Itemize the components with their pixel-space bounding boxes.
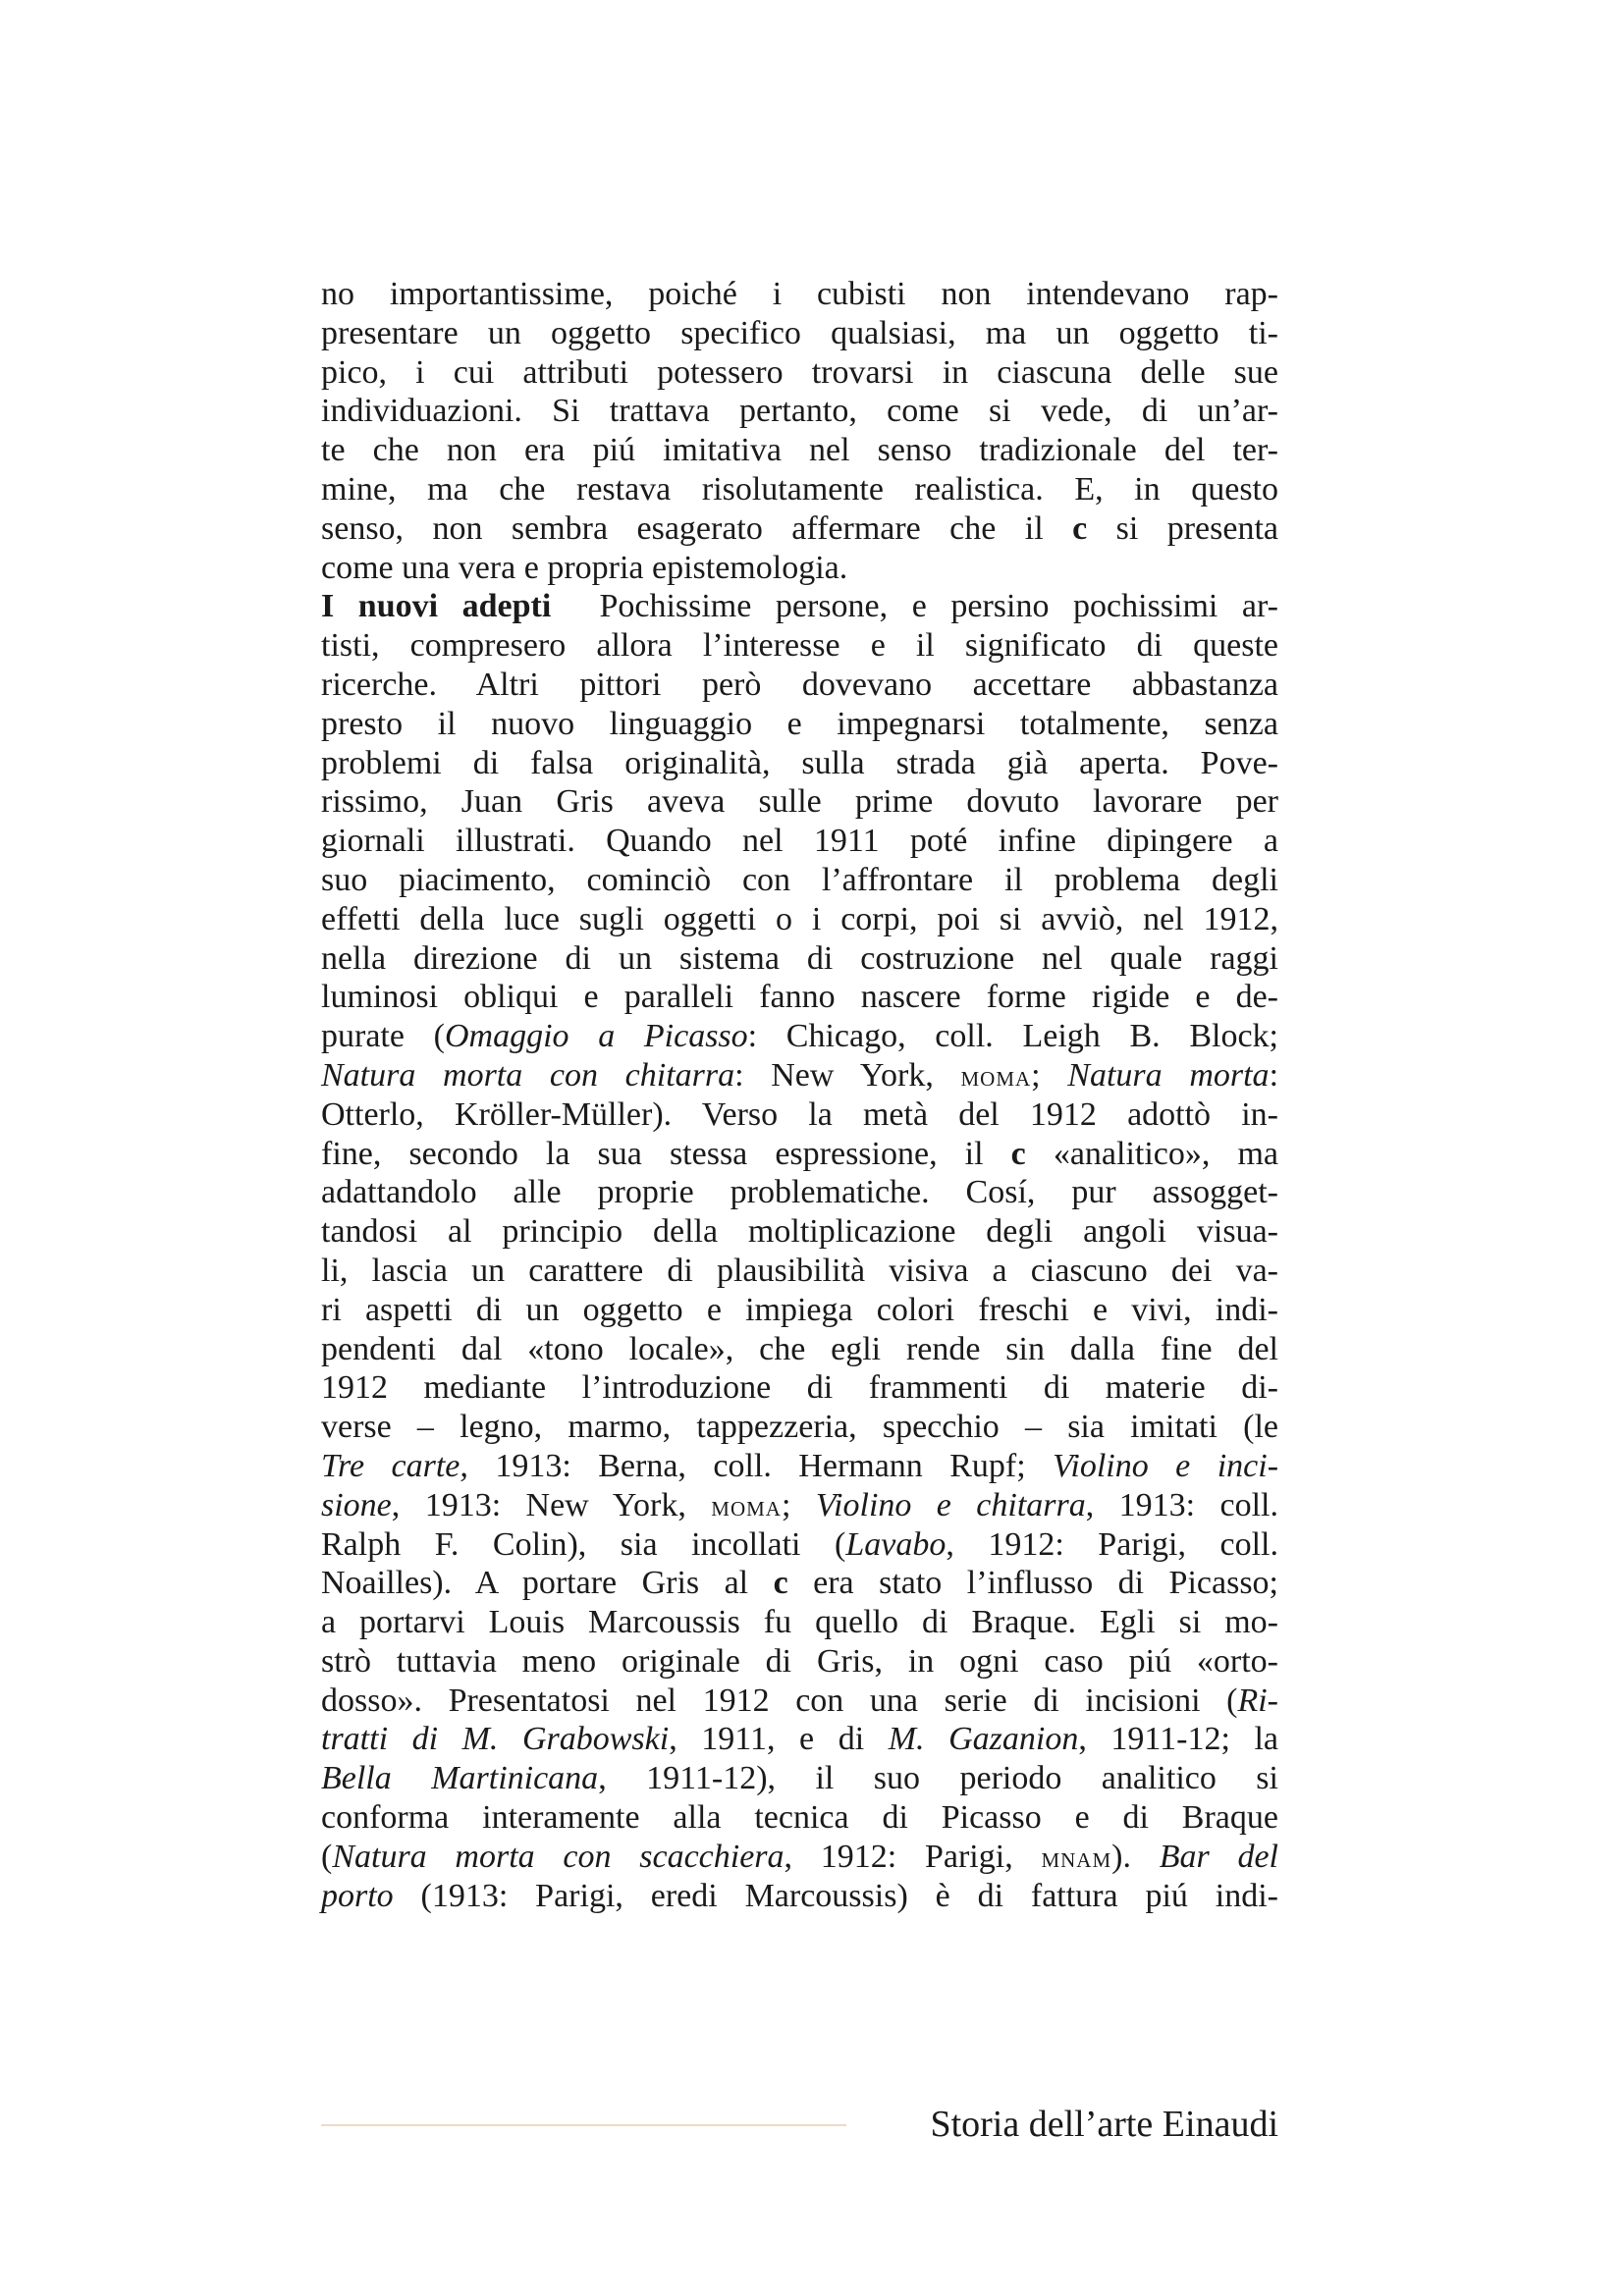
text-line bbox=[321, 1056, 1278, 1095]
text-segment: «analitico», ma bbox=[1025, 1135, 1278, 1172]
text-line bbox=[321, 1564, 1278, 1603]
text-segment: ( bbox=[321, 1838, 333, 1875]
text-segment: problemi di falsa originalità, sulla strada già aperta. Pove- bbox=[321, 744, 1278, 781]
text-segment: Bar del bbox=[1159, 1838, 1278, 1875]
text-line bbox=[321, 1095, 1278, 1135]
text-line bbox=[321, 782, 1278, 822]
text-segment: giornali illustrati. Quando nel 1911 poté infine dipingere a bbox=[321, 823, 1278, 860]
text-segment: ; bbox=[781, 1486, 816, 1523]
text-line bbox=[321, 939, 1278, 979]
text-line bbox=[321, 1447, 1278, 1486]
page-footer bbox=[321, 2101, 1278, 2150]
text-segment: pico, i cui attributi potessero trovarsi in ciascuna delle sue bbox=[321, 353, 1278, 391]
text-line bbox=[321, 1603, 1278, 1642]
text-line bbox=[321, 626, 1278, 666]
text-segment: moma bbox=[960, 1059, 1032, 1093]
text-line bbox=[321, 1017, 1278, 1056]
text-segment: luminosi obliqui e paralleli fanno nascere forme rigide e de- bbox=[321, 979, 1278, 1016]
text-segment: come una vera e propria epistemologia. bbox=[321, 549, 848, 586]
text-line bbox=[321, 1173, 1278, 1212]
text-segment: rissimo, Juan Gris aveva sulle prime dovuto lavorare per bbox=[321, 783, 1278, 821]
text-segment: Otterlo, Kröller-Müller). Verso la metà del 1912 adottò in- bbox=[321, 1095, 1278, 1133]
text-segment: purate ( bbox=[321, 1018, 445, 1055]
text-line bbox=[321, 470, 1278, 509]
text-line bbox=[321, 1486, 1278, 1525]
text-segment: presentare un oggetto specifico qualsiasi, ma un oggetto ti- bbox=[321, 314, 1278, 351]
text-line bbox=[321, 549, 1278, 588]
text-segment: Violino e inci- bbox=[1053, 1447, 1279, 1484]
text-segment: I nuovi adepti bbox=[321, 588, 552, 625]
text-segment: fine, secondo la sua stessa espressione, il bbox=[321, 1135, 1011, 1172]
text-segment: pendenti dal «tono locale», che egli rende sin dalla fine del bbox=[321, 1330, 1278, 1367]
body-text bbox=[321, 275, 1278, 1915]
text-segment: Natura morta bbox=[1067, 1056, 1270, 1094]
text-segment: nella direzione di un sistema di costruzione nel quale raggi bbox=[321, 939, 1278, 977]
text-segment: te che non era piú imitativa nel senso tradizionale del ter- bbox=[321, 432, 1278, 469]
text-segment: ricerche. Altri pittori però dovevano accettare abbastanza bbox=[321, 666, 1278, 703]
text-line bbox=[321, 431, 1278, 470]
text-segment: Natura morta con chitarra bbox=[321, 1056, 735, 1094]
text-segment: ; bbox=[1031, 1056, 1068, 1094]
text-line bbox=[321, 353, 1278, 393]
text-segment: no importantissime, poiché i cubisti non intendevano rap- bbox=[321, 276, 1278, 312]
text-line bbox=[321, 1877, 1278, 1916]
text-segment: Ri- bbox=[1237, 1682, 1278, 1719]
text-segment: suo piacimento, cominciò con l’affrontare il problema degli bbox=[321, 861, 1278, 898]
text-segment: Noailles). A portare Gris al bbox=[321, 1565, 774, 1602]
text-line bbox=[321, 1135, 1278, 1174]
text-segment: Pochissime persone, e persino pochissimi ar- bbox=[551, 588, 1278, 625]
text-segment: ri aspetti di un oggetto e impiega colori freschi e vivi, indi- bbox=[321, 1291, 1278, 1328]
text-line bbox=[321, 1759, 1278, 1798]
text-segment: Omaggio a Picasso bbox=[444, 1018, 748, 1055]
text-segment: (1913: Parigi, eredi Marcoussis) è di fattura piú indi- bbox=[393, 1877, 1278, 1914]
text-segment: , 1911-12; la bbox=[1078, 1721, 1279, 1758]
text-segment: moma bbox=[711, 1489, 782, 1522]
text-segment: mnam bbox=[1041, 1841, 1112, 1874]
text-segment: effetti della luce sugli oggetti o i corpi, poi si avviò, nel 1912, bbox=[321, 900, 1278, 937]
text-segment: , 1912: Parigi, bbox=[784, 1838, 1042, 1875]
text-line bbox=[321, 1682, 1278, 1721]
text-segment: Bella Martinicana bbox=[321, 1760, 599, 1797]
text-segment: tisti, compresero allora l’interesse e il significato di queste bbox=[321, 627, 1278, 665]
text-line bbox=[321, 1212, 1278, 1252]
text-segment: : New York, bbox=[734, 1056, 961, 1094]
text-line bbox=[321, 861, 1278, 900]
text-line bbox=[321, 822, 1278, 861]
text-segment: a portarvi Louis Marcoussis fu quello di Braque. Egli si mo- bbox=[321, 1604, 1278, 1641]
text-line bbox=[321, 705, 1278, 744]
text-segment: si presenta bbox=[1087, 509, 1278, 547]
text-segment: strò tuttavia meno originale di Gris, in ogni caso piú «orto- bbox=[321, 1642, 1278, 1680]
text-line bbox=[321, 1368, 1278, 1408]
text-segment: 1912 mediante l’introduzione di frammenti di materie di- bbox=[321, 1369, 1278, 1407]
text-segment: verse – legno, marmo, tappezzeria, specchio – sia imitati (le bbox=[321, 1409, 1278, 1446]
text-segment: ). bbox=[1111, 1838, 1160, 1875]
text-segment: Ralph F. Colin), sia incollati ( bbox=[321, 1525, 846, 1563]
text-segment: adattandolo alle proprie problematiche. Cosí, pur assogget- bbox=[321, 1174, 1278, 1211]
text-line bbox=[321, 1525, 1278, 1565]
text-line bbox=[321, 1291, 1278, 1330]
text-segment: c bbox=[1010, 1135, 1026, 1172]
text-line bbox=[321, 1720, 1278, 1759]
text-segment: c bbox=[1072, 509, 1088, 547]
text-segment: dosso». Presentatosi nel 1912 con una serie di incisioni ( bbox=[321, 1682, 1238, 1719]
text-segment: individuazioni. Si trattava pertanto, come si vede, di un’ar- bbox=[321, 393, 1278, 430]
text-segment: porto bbox=[321, 1877, 394, 1914]
text-line bbox=[321, 275, 1278, 314]
text-segment: : bbox=[1269, 1056, 1279, 1094]
text-segment: M. Gazanion bbox=[888, 1721, 1079, 1758]
text-segment: Tre carte, bbox=[321, 1447, 468, 1484]
footer-rule bbox=[321, 2124, 846, 2126]
text-line bbox=[321, 666, 1278, 705]
text-line bbox=[321, 978, 1278, 1017]
text-line bbox=[321, 392, 1278, 431]
footer-title: Storia dell’arte Einaudi bbox=[930, 2104, 1278, 2145]
text-line bbox=[321, 1408, 1278, 1447]
text-segment: : Chicago, coll. Leigh B. Block; bbox=[747, 1018, 1278, 1055]
text-segment: Violino e chitarra bbox=[815, 1486, 1086, 1523]
text-segment: Lavabo bbox=[845, 1525, 947, 1563]
text-segment: tratti di M. Grabowski bbox=[321, 1721, 670, 1758]
text-segment: , 1911, e di bbox=[669, 1721, 889, 1758]
text-line bbox=[321, 1798, 1278, 1838]
text-segment: li, lascia un carattere di plausibilità visiva a ciascuno dei va- bbox=[321, 1252, 1278, 1289]
text-segment: mine, ma che restava risolutamente realistica. E, in questo bbox=[321, 470, 1278, 507]
text-segment: , 1911-12), il suo periodo analitico si bbox=[598, 1760, 1278, 1797]
text-segment: , 1913: coll. bbox=[1085, 1486, 1278, 1523]
text-segment: 1913: Berna, coll. Hermann Rupf; bbox=[467, 1447, 1054, 1484]
text-line bbox=[321, 587, 1278, 626]
text-line bbox=[321, 1642, 1278, 1682]
text-line bbox=[321, 900, 1278, 939]
text-segment: c bbox=[773, 1565, 788, 1602]
text-line bbox=[321, 1838, 1278, 1877]
text-segment: sione bbox=[321, 1486, 392, 1523]
text-line bbox=[321, 509, 1278, 549]
text-line bbox=[321, 1330, 1278, 1369]
text-segment: , 1912: Parigi, coll. bbox=[946, 1525, 1278, 1563]
text-segment: era stato l’influsso di Picasso; bbox=[787, 1565, 1279, 1602]
text-line bbox=[321, 744, 1278, 783]
text-line bbox=[321, 1252, 1278, 1291]
text-segment: presto il nuovo linguaggio e impegnarsi totalmente, senza bbox=[321, 705, 1278, 742]
text-segment: tandosi al principio della moltiplicazione degli angoli visua- bbox=[321, 1213, 1278, 1251]
text-segment: , 1913: New York, bbox=[391, 1486, 712, 1523]
text-segment: Natura morta con scacchiera bbox=[332, 1838, 784, 1875]
text-line bbox=[321, 314, 1278, 353]
text-segment: senso, non sembra esagerato affermare che il bbox=[321, 509, 1073, 547]
text-segment: conforma interamente alla tecnica di Picasso e di Braque bbox=[321, 1799, 1278, 1837]
